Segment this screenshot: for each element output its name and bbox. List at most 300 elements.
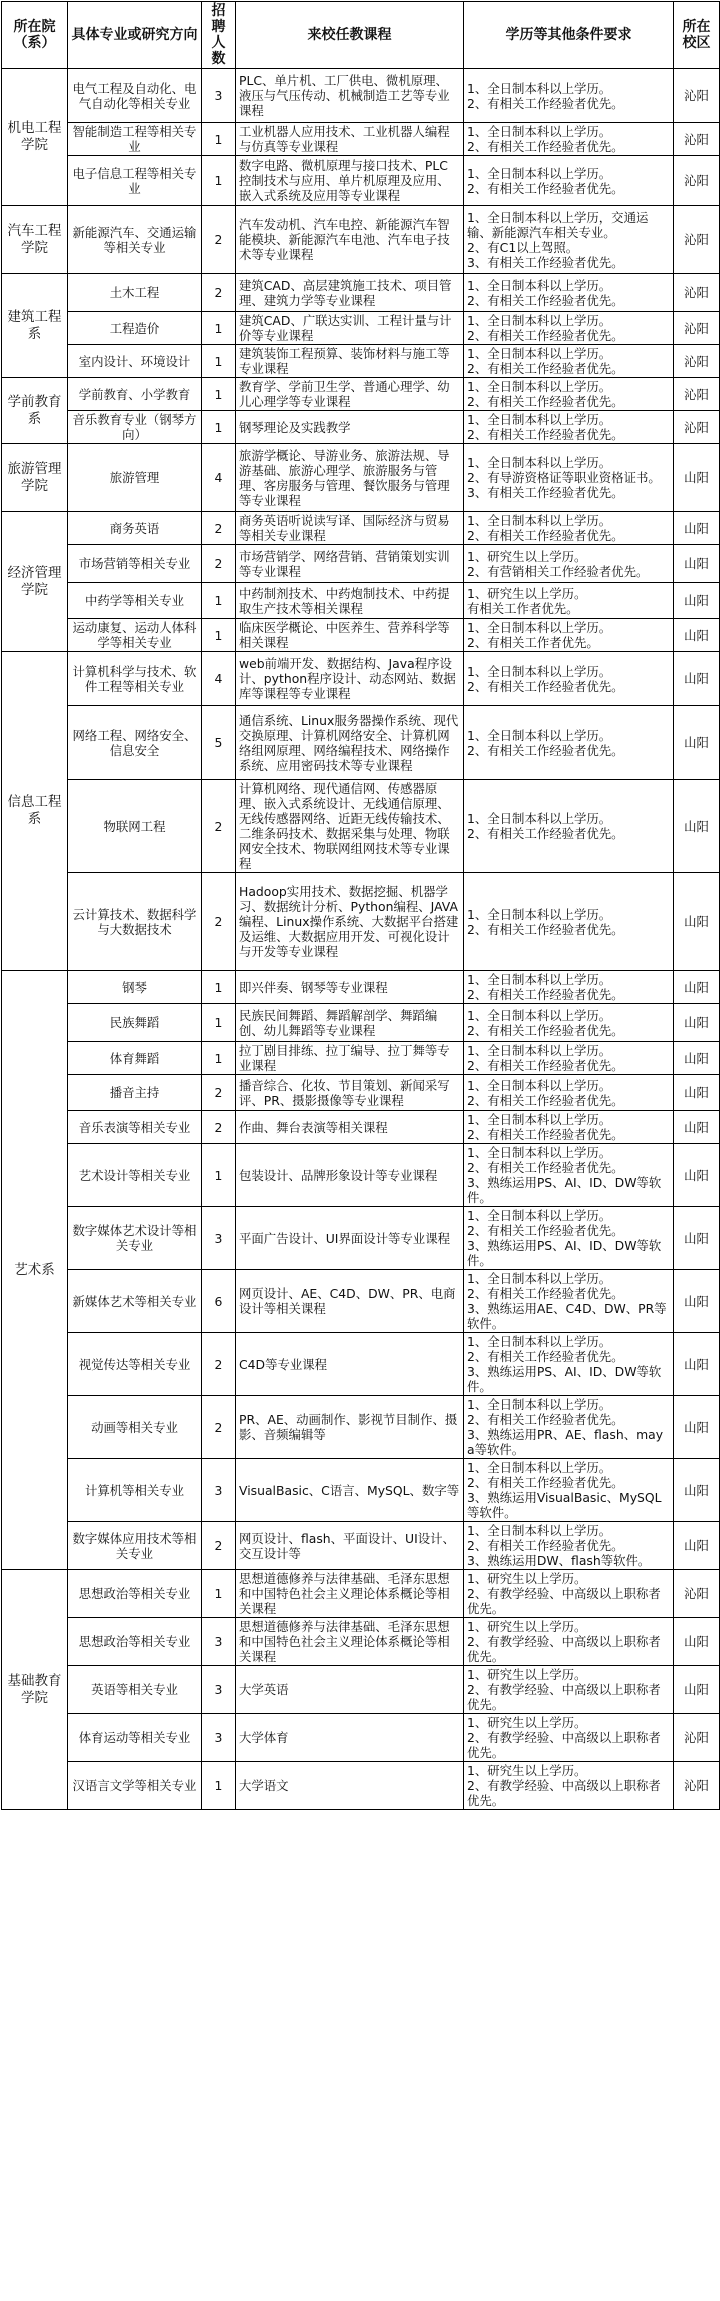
courses-cell: 商务英语听说读写译、国际经济与贸易等相关专业课程 xyxy=(236,512,464,545)
courses-cell: 中药制剂技术、中药炮制技术、中药提取生产技术等相关课程 xyxy=(236,583,464,619)
requirement-line: 2、有相关工作经验者优先。 xyxy=(467,1160,624,1175)
requirements-cell xyxy=(464,545,674,583)
requirement-line: 2、有相关工作经验者优先。 xyxy=(467,826,624,841)
requirements-cell xyxy=(464,1333,674,1396)
count-cell: 1 xyxy=(202,1762,236,1810)
campus-cell: 山阳 xyxy=(674,1522,720,1570)
requirement-line: 3、熟练运用PS、AI、ID、DW等软件。 xyxy=(467,1364,662,1394)
specialty-cell: 计算机等相关专业 xyxy=(68,1459,202,1522)
specialty-cell: 音乐表演等相关专业 xyxy=(68,1111,202,1144)
requirement-line: 1、全日制本科以上学历。 xyxy=(467,1112,612,1127)
table-row xyxy=(2,1396,720,1459)
requirement-line: 2、有营销相关工作经验者优先。 xyxy=(467,563,649,579)
table-row xyxy=(2,123,720,156)
requirement-line: 1、全日制本科以上学历。 xyxy=(467,124,612,139)
specialty-cell: 思想政治等相关专业 xyxy=(68,1618,202,1666)
table-row xyxy=(2,1618,720,1666)
campus-cell: 山阳 xyxy=(674,971,720,1004)
count-cell: 2 xyxy=(202,274,236,312)
department-cell: 旅游管理学院 xyxy=(2,444,68,512)
count-cell: 3 xyxy=(202,1666,236,1714)
specialty-cell: 室内设计、环境设计 xyxy=(68,345,202,378)
specialty-cell: 民族舞蹈 xyxy=(68,1004,202,1042)
count-cell: 3 xyxy=(202,1714,236,1762)
specialty-cell: 土木工程 xyxy=(68,274,202,312)
specialty-cell: 商务英语 xyxy=(68,512,202,545)
requirement-line: 2、有相关工作经验者优先。 xyxy=(467,139,624,154)
courses-cell: 思想道德修养与法律基础、毛泽东思想和中国特色社会主义理论体系概论等相关课程 xyxy=(236,1570,464,1618)
header-dept: 所在院（系） xyxy=(2,2,68,69)
count-cell: 2 xyxy=(202,1522,236,1570)
requirement-line: 1、全日制本科以上学历。 xyxy=(467,663,612,679)
requirement-line: 2、有相关工作者优先。 xyxy=(467,635,599,650)
specialty-cell: 计算机科学与技术、软件工程等相关专业 xyxy=(68,652,202,706)
header-count: 招聘人数 xyxy=(202,2,236,69)
requirement-line: 1、全日制本科以上学历。 xyxy=(467,1007,612,1023)
requirement-line: 1、全日制本科以上学历。 xyxy=(467,1397,612,1412)
specialty-cell: 音乐教育专业（钢琴方向） xyxy=(68,411,202,444)
requirements-cell xyxy=(464,1075,674,1111)
requirements-cell xyxy=(464,971,674,1004)
requirement-line: 2、有相关工作经验者优先。 xyxy=(467,1223,624,1238)
requirements-cell xyxy=(464,206,674,274)
department-cell: 基础教育学院 xyxy=(2,1570,68,1810)
specialty-cell: 思想政治等相关专业 xyxy=(68,1570,202,1618)
requirements-cell xyxy=(464,312,674,345)
count-cell: 1 xyxy=(202,971,236,1004)
header-requirements: 学历等其他条件要求 xyxy=(464,2,674,69)
requirements-cell xyxy=(464,706,674,780)
requirement-line: 1、全日制本科以上学历。 xyxy=(467,379,612,394)
campus-cell: 沁阳 xyxy=(674,123,720,156)
campus-cell: 沁阳 xyxy=(674,1570,720,1618)
campus-cell: 沁阳 xyxy=(674,345,720,378)
requirements-cell xyxy=(464,1004,674,1042)
courses-cell: 计算机网络、现代通信网、传感器原理、嵌入式系统设计、无线通信原理、无线传感器网络、近距无线传输技术、二维条码技术、数据采集与处理、物联网安全技术、物联网组网技术等专业课程 xyxy=(236,780,464,873)
header-specialty: 具体专业或研究方向 xyxy=(68,2,202,69)
requirement-line: 1、研究生以上学历。 xyxy=(467,1667,587,1682)
table-row xyxy=(2,1042,720,1075)
requirement-line: 1、全日制本科以上学历。 xyxy=(467,1334,612,1349)
requirements-cell xyxy=(464,1522,674,1570)
courses-cell: 建筑装饰工程预算、装饰材料与施工等专业课程 xyxy=(236,345,464,378)
specialty-cell: 新媒体艺术等相关专业 xyxy=(68,1270,202,1333)
count-cell: 6 xyxy=(202,1270,236,1333)
specialty-cell: 英语等相关专业 xyxy=(68,1666,202,1714)
table-row xyxy=(2,411,720,444)
requirement-line: 2、有相关工作经验者优先。 xyxy=(467,1538,624,1553)
courses-cell: web前端开发、数据结构、Java程序设计、python程序设计、动态网站、数据库等课程等专业课程 xyxy=(236,652,464,706)
department-cell: 学前教育系 xyxy=(2,378,68,444)
specialty-cell: 电子信息工程等相关专业 xyxy=(68,156,202,206)
table-row xyxy=(2,545,720,583)
requirement-line: 2、有相关工作经验者优先。 xyxy=(467,1127,624,1142)
requirements-cell xyxy=(464,274,674,312)
campus-cell: 山阳 xyxy=(674,1144,720,1207)
campus-cell: 沁阳 xyxy=(674,312,720,345)
courses-cell: 工业机器人应用技术、工业机器人编程与仿真等专业课程 xyxy=(236,123,464,156)
department-cell: 汽车工程学院 xyxy=(2,206,68,274)
requirement-line: 1、研究生以上学历。 xyxy=(467,1763,587,1778)
requirement-line: 1、全日制本科以上学历。 xyxy=(467,313,612,328)
campus-cell: 山阳 xyxy=(674,1666,720,1714)
specialty-cell: 物联网工程 xyxy=(68,780,202,873)
count-cell: 2 xyxy=(202,206,236,274)
table-row xyxy=(2,1004,720,1042)
requirements-cell xyxy=(464,1618,674,1666)
requirement-line: 2、有相关工作经验者优先。 xyxy=(467,328,624,343)
campus-cell: 沁阳 xyxy=(674,206,720,274)
requirement-line: 1、全日制本科以上学历。 xyxy=(467,1145,612,1160)
campus-cell: 山阳 xyxy=(674,583,720,619)
count-cell: 1 xyxy=(202,123,236,156)
table-row xyxy=(2,378,720,411)
requirement-line: 1、全日制本科以上学历。 xyxy=(467,1460,612,1475)
courses-cell: Hadoop实用技术、数据挖掘、机器学习、数据统计分析、Python编程、JAVA编程、Linux操作系统、大数据平台搭建及运维、大数据应用开发、可视化设计与开发等专业课程 xyxy=(236,873,464,971)
campus-cell: 沁阳 xyxy=(674,156,720,206)
department-cell: 机电工程学院 xyxy=(2,69,68,206)
requirements-cell xyxy=(464,378,674,411)
table-row xyxy=(2,706,720,780)
courses-cell: 即兴伴奏、钢琴等专业课程 xyxy=(236,971,464,1004)
courses-cell: VisualBasic、C语言、MySQL、数字等 xyxy=(236,1459,464,1522)
recruitment-table xyxy=(1,1,720,1810)
campus-cell: 沁阳 xyxy=(674,411,720,444)
count-cell: 4 xyxy=(202,652,236,706)
specialty-cell: 体育舞蹈 xyxy=(68,1042,202,1075)
table-row xyxy=(2,1144,720,1207)
requirement-line: 1、全日制本科以上学历。 xyxy=(467,906,612,922)
courses-cell: 通信系统、Linux服务器操作系统、现代交换原理、计算机网络安全、计算机网络组网原理、网络编程技术、网络操作系统、应用密码技术等专业课程 xyxy=(236,706,464,780)
requirement-line: 2、有相关工作经验者优先。 xyxy=(467,678,624,694)
count-cell: 1 xyxy=(202,1004,236,1042)
campus-cell: 山阳 xyxy=(674,1111,720,1144)
table-row xyxy=(2,512,720,545)
table-header xyxy=(2,2,720,69)
count-cell: 3 xyxy=(202,1207,236,1270)
requirement-line: 3、熟练运用PS、AI、ID、DW等软件。 xyxy=(467,1175,662,1205)
requirement-line: 1、全日制本科以上学历。 xyxy=(467,1043,612,1058)
requirements-cell xyxy=(464,1270,674,1333)
requirement-line: 2、有相关工作经验者优先。 xyxy=(467,1475,624,1490)
count-cell: 2 xyxy=(202,1075,236,1111)
specialty-cell: 中药学等相关专业 xyxy=(68,583,202,619)
requirements-cell xyxy=(464,652,674,706)
requirements-cell xyxy=(464,512,674,545)
campus-cell: 沁阳 xyxy=(674,1714,720,1762)
campus-cell: 山阳 xyxy=(674,780,720,873)
requirement-line: 3、熟练运用PS、AI、ID、DW等软件。 xyxy=(467,1238,662,1268)
specialty-cell: 运动康复、运动人体科学等相关专业 xyxy=(68,619,202,652)
requirement-line: 2、有相关工作经验者优先。 xyxy=(467,921,624,937)
courses-cell: 建筑CAD、高层建筑施工技术、项目管理、建筑力学等专业课程 xyxy=(236,274,464,312)
requirements-cell xyxy=(464,444,674,512)
courses-cell: 建筑CAD、广联达实训、工程计量与计价等专业课程 xyxy=(236,312,464,345)
requirements-cell xyxy=(464,1459,674,1522)
courses-cell: 播音综合、化妆、节目策划、新闻采写评、PR、摄影摄像等专业课程 xyxy=(236,1075,464,1111)
requirement-line: 1、全日制本科以上学历。 xyxy=(467,811,612,826)
campus-cell: 山阳 xyxy=(674,1207,720,1270)
requirement-line: 1、全日制本科以上学历。 xyxy=(467,455,612,470)
requirement-line: 2、有教学经验、中高级以上职称者优先。 xyxy=(467,1586,661,1616)
table-row xyxy=(2,971,720,1004)
courses-cell: 市场营销学、网络营销、营销策划实训等专业课程 xyxy=(236,545,464,583)
count-cell: 5 xyxy=(202,706,236,780)
requirement-line: 1、全日制本科以上学历。 xyxy=(467,1271,612,1286)
table-row xyxy=(2,444,720,512)
requirement-line: 2、有导游资格证等职业资格证书。 xyxy=(467,470,661,485)
table-row xyxy=(2,619,720,652)
specialty-cell: 学前教育、小学教育 xyxy=(68,378,202,411)
requirement-line: 1、全日制本科以上学历，交通运输、新能源汽车相关专业。 xyxy=(467,209,649,240)
table-row xyxy=(2,69,720,123)
table-row xyxy=(2,780,720,873)
requirement-line: 1、全日制本科以上学历。 xyxy=(467,727,612,743)
requirement-line: 1、全日制本科以上学历。 xyxy=(467,972,612,987)
specialty-cell: 电气工程及自动化、电气自动化等相关专业 xyxy=(68,69,202,123)
requirements-cell xyxy=(464,1207,674,1270)
table-row xyxy=(2,583,720,619)
requirement-line: 1、全日制本科以上学历。 xyxy=(467,277,612,293)
campus-cell: 山阳 xyxy=(674,873,720,971)
courses-cell: 大学英语 xyxy=(236,1666,464,1714)
requirement-line: 1、研究生以上学历。 xyxy=(467,585,587,601)
courses-cell: 临床医学概论、中医养生、营养科学等相关课程 xyxy=(236,619,464,652)
table-row xyxy=(2,1111,720,1144)
requirement-line: 1、全日制本科以上学历。 xyxy=(467,1523,612,1538)
table-body xyxy=(2,69,720,1810)
campus-cell: 山阳 xyxy=(674,1618,720,1666)
requirement-line: 1、全日制本科以上学历。 xyxy=(467,165,612,181)
requirement-line: 1、全日制本科以上学历。 xyxy=(467,346,612,361)
specialty-cell: 市场营销等相关专业 xyxy=(68,545,202,583)
courses-cell: 民族民间舞蹈、舞蹈解剖学、舞蹈编创、幼儿舞蹈等专业课程 xyxy=(236,1004,464,1042)
requirement-line: 2、有教学经验、中高级以上职称者优先。 xyxy=(467,1682,661,1712)
requirement-line: 有相关工作者优先。 xyxy=(467,600,579,616)
requirement-line: 2、有相关工作经验者优先。 xyxy=(467,742,624,758)
requirements-cell xyxy=(464,619,674,652)
requirement-line: 2、有C1以上驾照。 xyxy=(467,239,579,255)
courses-cell: 旅游学概论、导游业务、旅游法规、导游基础、旅游心理学、旅游服务与管理、客房服务与管理、餐饮服务与管理等专业课程 xyxy=(236,444,464,512)
requirements-cell xyxy=(464,411,674,444)
requirement-line: 2、有相关工作经验者优先。 xyxy=(467,427,624,442)
requirement-line: 1、研究生以上学历。 xyxy=(467,1619,587,1634)
campus-cell: 山阳 xyxy=(674,706,720,780)
specialty-cell: 动画等相关专业 xyxy=(68,1396,202,1459)
table-row xyxy=(2,1570,720,1618)
requirement-line: 2、有相关工作经验者优先。 xyxy=(467,394,624,409)
count-cell: 4 xyxy=(202,444,236,512)
department-cell: 艺术系 xyxy=(2,971,68,1570)
header-courses: 来校任教课程 xyxy=(236,2,464,69)
count-cell: 2 xyxy=(202,512,236,545)
specialty-cell: 数字媒体艺术设计等相关专业 xyxy=(68,1207,202,1270)
department-cell: 经济管理学院 xyxy=(2,512,68,652)
table-row xyxy=(2,1522,720,1570)
campus-cell: 沁阳 xyxy=(674,1762,720,1810)
count-cell: 1 xyxy=(202,156,236,206)
header-campus: 所在校区 xyxy=(674,2,720,69)
specialty-cell: 钢琴 xyxy=(68,971,202,1004)
table-row xyxy=(2,1207,720,1270)
courses-cell: 包装设计、品牌形象设计等专业课程 xyxy=(236,1144,464,1207)
requirement-line: 2、有相关工作经验者优先。 xyxy=(467,1022,624,1038)
table-row xyxy=(2,873,720,971)
requirements-cell xyxy=(464,1666,674,1714)
count-cell: 2 xyxy=(202,873,236,971)
table-row xyxy=(2,1333,720,1396)
courses-cell: 数字电路、微机原理与接口技术、PLC控制技术与应用、单片机原理及应用、嵌入式系统及应用等专业课程 xyxy=(236,156,464,206)
table-row xyxy=(2,274,720,312)
campus-cell: 沁阳 xyxy=(674,274,720,312)
courses-cell: 平面广告设计、UI界面设计等专业课程 xyxy=(236,1207,464,1270)
courses-cell: 钢琴理论及实践教学 xyxy=(236,411,464,444)
requirement-line: 2、有相关工作经验者优先。 xyxy=(467,1286,624,1301)
specialty-cell: 播音主持 xyxy=(68,1075,202,1111)
specialty-cell: 智能制造工程等相关专业 xyxy=(68,123,202,156)
campus-cell: 沁阳 xyxy=(674,378,720,411)
requirement-line: 1、全日制本科以上学历。 xyxy=(467,1208,612,1223)
specialty-cell: 视觉传达等相关专业 xyxy=(68,1333,202,1396)
specialty-cell: 体育运动等相关专业 xyxy=(68,1714,202,1762)
count-cell: 1 xyxy=(202,1042,236,1075)
requirement-line: 2、有教学经验、中高级以上职称者优先。 xyxy=(467,1730,661,1760)
requirement-line: 1、全日制本科以上学历。 xyxy=(467,412,612,427)
courses-cell: PR、AE、动画制作、影视节目制作、摄影、音频编辑等 xyxy=(236,1396,464,1459)
table-row xyxy=(2,1075,720,1111)
table-row xyxy=(2,1666,720,1714)
campus-cell: 山阳 xyxy=(674,1396,720,1459)
requirements-cell xyxy=(464,156,674,206)
courses-cell: 大学语文 xyxy=(236,1762,464,1810)
count-cell: 1 xyxy=(202,619,236,652)
specialty-cell: 工程造价 xyxy=(68,312,202,345)
count-cell: 3 xyxy=(202,1459,236,1522)
requirements-cell xyxy=(464,780,674,873)
requirements-cell xyxy=(464,1144,674,1207)
requirement-line: 1、研究生以上学历。 xyxy=(467,1715,587,1730)
requirement-line: 2、有相关工作经验者优先。 xyxy=(467,361,624,376)
requirements-cell xyxy=(464,873,674,971)
courses-cell: PLC、单片机、工厂供电、微机原理、液压与气压传动、机械制造工艺等专业课程 xyxy=(236,69,464,123)
count-cell: 2 xyxy=(202,1111,236,1144)
requirement-line: 2、有相关工作经验者优先。 xyxy=(467,987,624,1002)
campus-cell: 山阳 xyxy=(674,1459,720,1522)
requirements-cell xyxy=(464,345,674,378)
count-cell: 1 xyxy=(202,1570,236,1618)
table-row xyxy=(2,206,720,274)
campus-cell: 沁阳 xyxy=(674,69,720,123)
count-cell: 3 xyxy=(202,69,236,123)
requirement-line: 1、研究生以上学历。 xyxy=(467,548,587,564)
requirement-line: 2、有教学经验、中高级以上职称者优先。 xyxy=(467,1778,661,1808)
requirements-cell xyxy=(464,1762,674,1810)
requirement-line: 2、有相关工作经验者优先。 xyxy=(467,180,624,196)
count-cell: 1 xyxy=(202,1144,236,1207)
requirement-line: 2、有相关工作经验者优先。 xyxy=(467,1412,624,1427)
requirement-line: 2、有相关工作经验者优先。 xyxy=(467,95,624,111)
requirements-cell xyxy=(464,1714,674,1762)
requirements-cell xyxy=(464,123,674,156)
requirements-cell xyxy=(464,1396,674,1459)
specialty-cell: 汉语言文学等相关专业 xyxy=(68,1762,202,1810)
specialty-cell: 云计算技术、数据科学与大数据技术 xyxy=(68,873,202,971)
requirement-line: 3、熟练运用PR、AE、flash、maya等软件。 xyxy=(467,1427,664,1457)
courses-cell: 作曲、舞台表演等相关课程 xyxy=(236,1111,464,1144)
requirement-line: 1、研究生以上学历。 xyxy=(467,1571,587,1586)
table-row xyxy=(2,345,720,378)
table-row xyxy=(2,312,720,345)
requirements-cell xyxy=(464,1570,674,1618)
requirement-line: 2、有相关工作经验者优先。 xyxy=(467,1092,624,1108)
count-cell: 2 xyxy=(202,780,236,873)
requirement-line: 2、有相关工作经验者优先。 xyxy=(467,1058,624,1073)
specialty-cell: 新能源汽车、交通运输等相关专业 xyxy=(68,206,202,274)
campus-cell: 山阳 xyxy=(674,1075,720,1111)
requirement-line: 1、全日制本科以上学历。 xyxy=(467,513,612,528)
table-row xyxy=(2,1270,720,1333)
table-row xyxy=(2,652,720,706)
campus-cell: 山阳 xyxy=(674,545,720,583)
requirements-cell xyxy=(464,69,674,123)
requirement-line: 1、全日制本科以上学历。 xyxy=(467,80,612,96)
requirement-line: 2、有相关工作经验者优先。 xyxy=(467,528,624,543)
count-cell: 1 xyxy=(202,583,236,619)
requirement-line: 3、熟练运用AE、C4D、DW、PR等软件。 xyxy=(467,1301,667,1331)
courses-cell: C4D等专业课程 xyxy=(236,1333,464,1396)
campus-cell: 山阳 xyxy=(674,444,720,512)
requirement-line: 3、有相关工作经验者优先。 xyxy=(467,254,624,270)
count-cell: 1 xyxy=(202,411,236,444)
count-cell: 2 xyxy=(202,1396,236,1459)
requirement-line: 2、有相关工作经验者优先。 xyxy=(467,1349,624,1364)
requirements-cell xyxy=(464,1111,674,1144)
table-row xyxy=(2,1459,720,1522)
specialty-cell: 网络工程、网络安全、信息安全 xyxy=(68,706,202,780)
count-cell: 2 xyxy=(202,545,236,583)
specialty-cell: 旅游管理 xyxy=(68,444,202,512)
count-cell: 3 xyxy=(202,1618,236,1666)
count-cell: 1 xyxy=(202,312,236,345)
courses-cell: 汽车发动机、汽车电控、新能源汽车智能模块、新能源汽车电池、汽车电子技术等专业课程 xyxy=(236,206,464,274)
campus-cell: 山阳 xyxy=(674,512,720,545)
requirement-line: 1、全日制本科以上学历。 xyxy=(467,620,612,635)
courses-cell: 大学体育 xyxy=(236,1714,464,1762)
requirement-line: 3、熟练运用VisualBasic、MySQL等软件。 xyxy=(467,1490,662,1520)
campus-cell: 山阳 xyxy=(674,1333,720,1396)
campus-cell: 山阳 xyxy=(674,1042,720,1075)
courses-cell: 思想道德修养与法律基础、毛泽东思想和中国特色社会主义理论体系概论等相关课程 xyxy=(236,1618,464,1666)
department-cell: 信息工程系 xyxy=(2,652,68,971)
requirements-cell xyxy=(464,583,674,619)
specialty-cell: 数字媒体应用技术等相关专业 xyxy=(68,1522,202,1570)
campus-cell: 山阳 xyxy=(674,652,720,706)
campus-cell: 山阳 xyxy=(674,1004,720,1042)
table-row xyxy=(2,1714,720,1762)
table-row xyxy=(2,156,720,206)
requirement-line: 2、有教学经验、中高级以上职称者优先。 xyxy=(467,1634,661,1664)
courses-cell: 教育学、学前卫生学、普通心理学、幼儿心理学等专业课程 xyxy=(236,378,464,411)
department-cell: 建筑工程系 xyxy=(2,274,68,378)
count-cell: 1 xyxy=(202,378,236,411)
count-cell: 2 xyxy=(202,1333,236,1396)
requirement-line: 3、有相关工作经验者优先。 xyxy=(467,485,624,500)
courses-cell: 网页设计、flash、平面设计、UI设计、交互设计等 xyxy=(236,1522,464,1570)
table-row xyxy=(2,1762,720,1810)
courses-cell: 网页设计、AE、C4D、DW、PR、电商设计等相关课程 xyxy=(236,1270,464,1333)
courses-cell: 拉丁剧目排练、拉丁编导、拉丁舞等专业课程 xyxy=(236,1042,464,1075)
specialty-cell: 艺术设计等相关专业 xyxy=(68,1144,202,1207)
